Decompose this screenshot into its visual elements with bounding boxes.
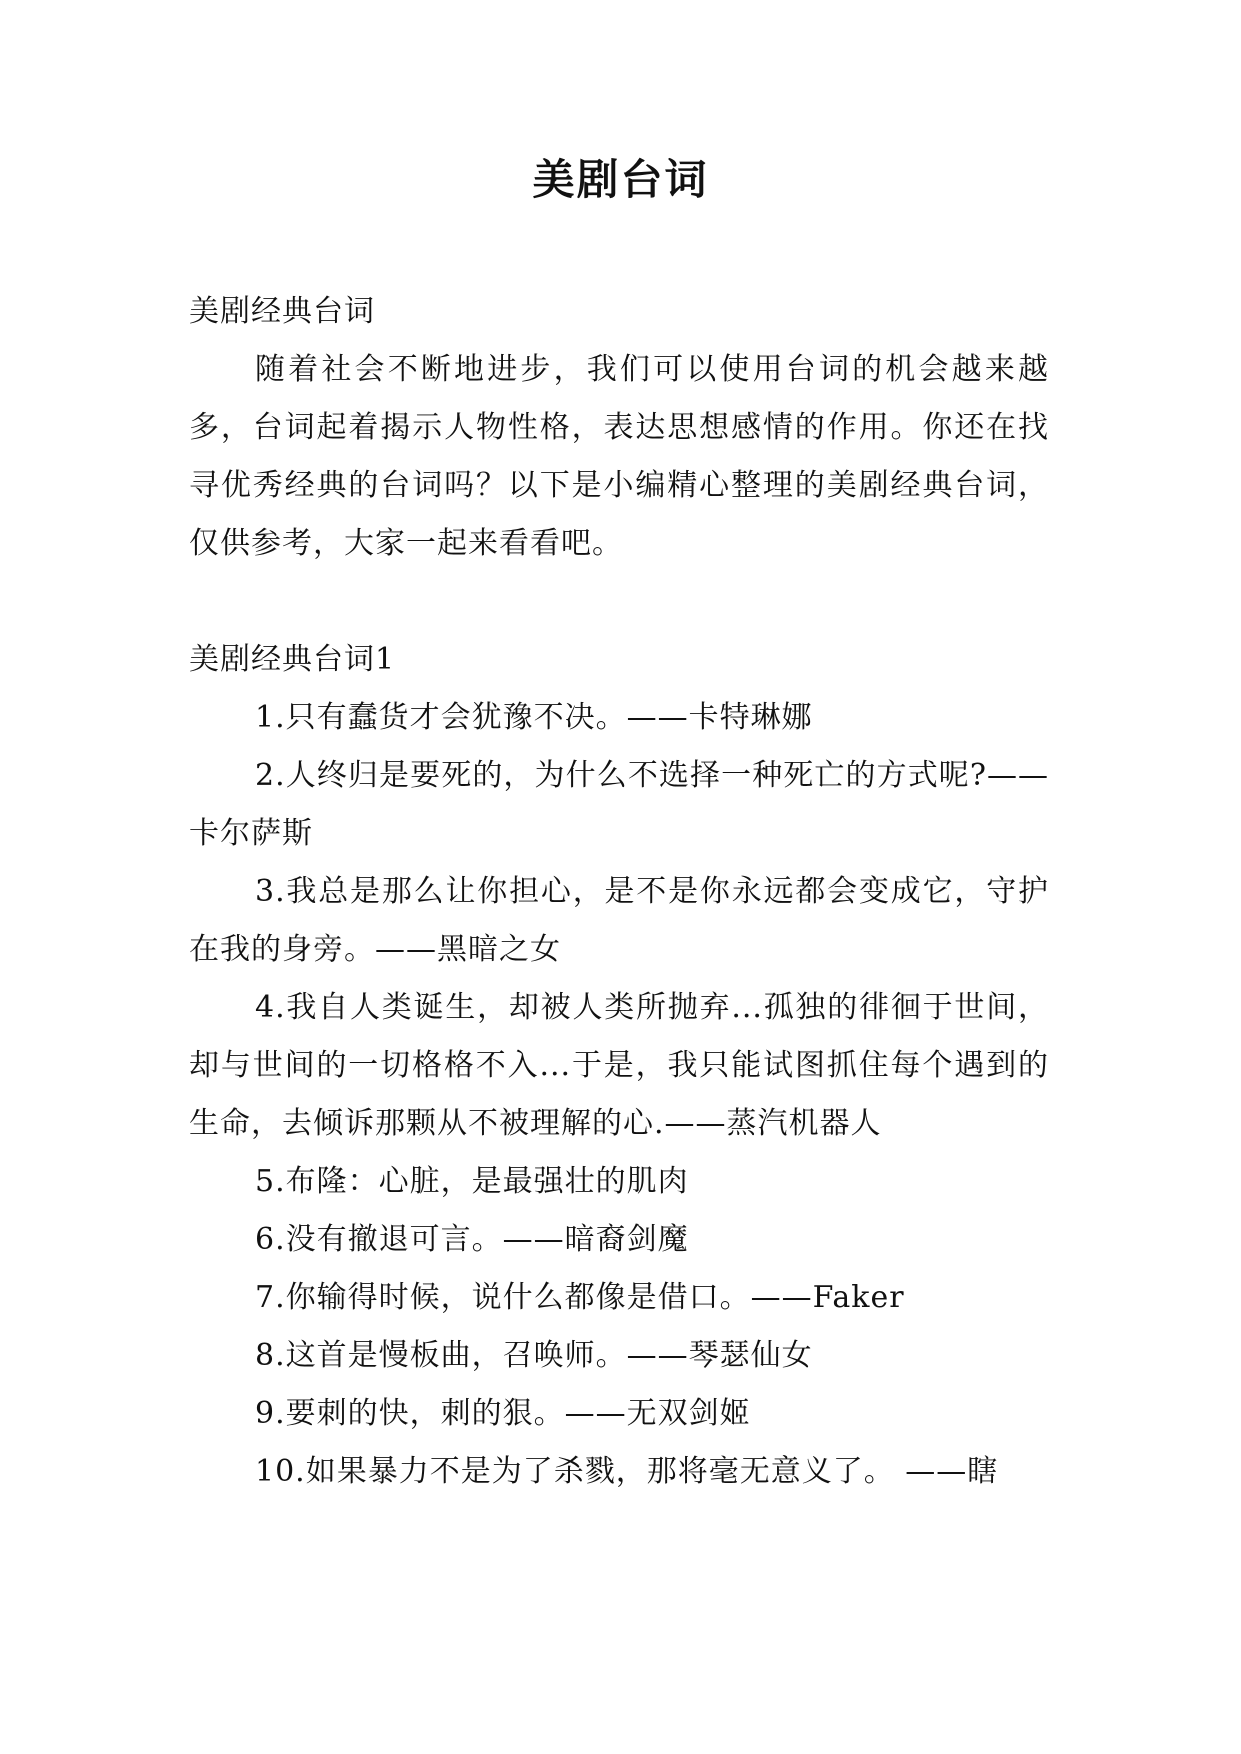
document-title: 美剧台词 <box>532 155 709 204</box>
spacer <box>189 573 1049 631</box>
intro-paragraph: 随着社会不断地进步，我们可以使用台词的机会越来越多，台词起着揭示人物性格，表达思想感情的作用。你还在找寻优秀经典的台词吗？以下是小编精心整理的美剧经典台词，仅供参考，大家一起来看看吧。 <box>189 352 1049 561</box>
section-heading: 美剧经典台词1 <box>189 642 396 677</box>
quote-item: 7.你输得时候，说什么都像是借口。——Faker <box>255 1280 905 1315</box>
quote-item: 4.我自人类诞生，却被人类所抛弃...孤独的徘徊于世间，却与世间的一切格格不入...于是，我只能试图抓住每个遇到的生命，去倾诉那颗从不被理解的心.——蒸汽机器人 <box>189 990 1049 1141</box>
quote-item: 6.没有撤退可言。——暗裔剑魔 <box>255 1222 689 1257</box>
quote-item: 10.如果暴力不是为了杀戮，那将毫无意义了。 ——瞎 <box>255 1454 999 1489</box>
document-body <box>189 283 1049 1501</box>
subtitle: 美剧经典台词 <box>189 294 375 329</box>
quote-item: 2.人终归是要死的，为什么不选择一种死亡的方式呢?——卡尔萨斯 <box>189 758 1049 851</box>
quote-item: 5.布隆：心脏，是最强壮的肌肉 <box>255 1164 689 1199</box>
quote-item: 3.我总是那么让你担心，是不是你永远都会变成它，守护在我的身旁。——黑暗之女 <box>189 874 1049 967</box>
quote-item: 9.要刺的快，刺的狠。——无双剑姬 <box>255 1396 751 1431</box>
quote-item: 8.这首是慢板曲，召唤师。——琴瑟仙女 <box>255 1338 813 1373</box>
quote-item: 1.只有蠢货才会犹豫不决。——卡特琳娜 <box>255 700 813 735</box>
